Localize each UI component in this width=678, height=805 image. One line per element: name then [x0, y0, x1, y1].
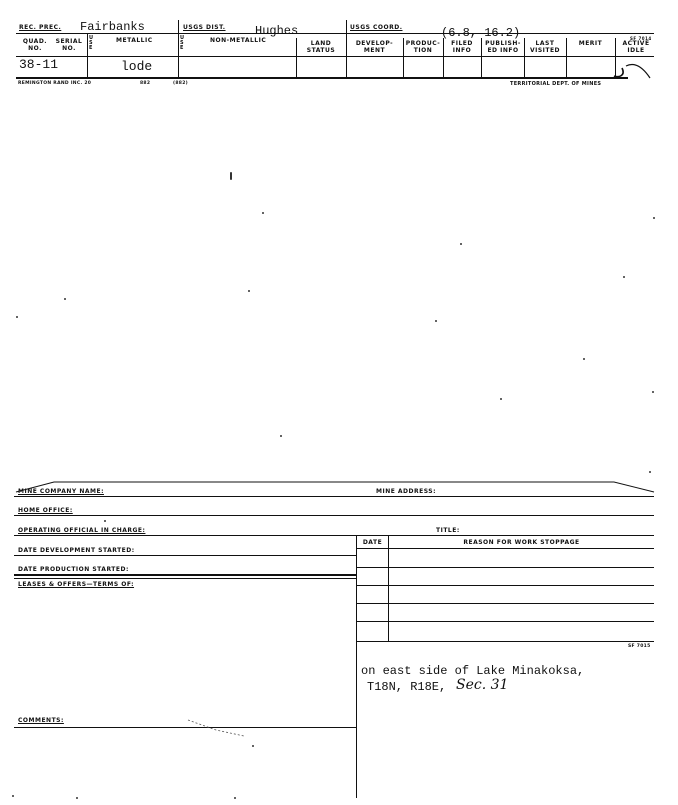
speckle [435, 320, 437, 322]
location-line-1: on east side of Lake Minakoksa, [361, 664, 585, 678]
date-production-label: DATE PRODUCTION STARTED: [18, 566, 129, 573]
col-non-metallic: NON-METALLIC [210, 37, 267, 44]
stoppage-row-line [356, 621, 654, 622]
location-handwritten-section: Sec. 31 [456, 677, 509, 693]
stoppage-row-line [356, 641, 654, 642]
form-code-bottom: SF 7015 [628, 644, 651, 649]
rule-dev-started [14, 555, 356, 556]
rec-prec-label: REC. PREC. [19, 24, 62, 31]
usgs-coord-label: USGS COORD. [350, 24, 403, 31]
location-line-2: T18N, R18E, [367, 680, 447, 694]
mine-company-name-label: MINE COMPANY NAME: [18, 488, 104, 495]
date-column-header: DATE [362, 539, 383, 546]
rule-mine-company [14, 496, 654, 497]
operating-official-label: OPERATING OFFICIAL IN CHARGE: [18, 527, 146, 534]
col-quad-no: QUAD. NO. [22, 38, 48, 52]
stoppage-row-line [356, 603, 654, 604]
col-last-visited: LAST VISITED [529, 40, 561, 54]
usgs-dist-value: Hughes [255, 24, 299, 38]
speckle [104, 520, 106, 522]
usgs-coord-value: (6.8, 16.2) [441, 26, 521, 40]
speckle [652, 391, 654, 393]
top-rule-2 [16, 56, 654, 57]
speckle [649, 471, 651, 473]
rule-prod-started [14, 574, 356, 576]
rule-comments [14, 727, 356, 728]
speckle [583, 358, 585, 360]
speckle [460, 243, 462, 245]
rule-home-office [14, 515, 654, 516]
form-code-top: SF 7014 [630, 36, 652, 41]
col-active-idle: ACTIVE IDLE [622, 40, 650, 54]
speckle [64, 298, 66, 300]
home-office-label: HOME OFFICE: [18, 507, 73, 514]
rule-date-header [356, 548, 654, 549]
top-vrule [178, 20, 179, 77]
footer-code-1: 882 [140, 81, 151, 86]
speckle [262, 212, 264, 214]
col-use-1: U S E [89, 35, 94, 51]
speckle [234, 797, 236, 799]
speckle [623, 276, 625, 278]
top-vrule [481, 38, 482, 77]
rule-leases [14, 578, 356, 579]
stoppage-row-line [356, 585, 654, 586]
top-vrule [296, 38, 297, 77]
card-top-edge [14, 474, 656, 496]
top-vrule [87, 33, 88, 77]
mine-address-label: MINE ADDRESS: [376, 488, 437, 495]
speckle [248, 290, 250, 292]
vrule-date-col [388, 535, 389, 641]
speckle [230, 172, 232, 180]
col-serial-no: SERIAL NO. [55, 38, 83, 52]
comments-label: COMMENTS: [18, 717, 64, 724]
rule-operating [14, 535, 654, 536]
col-merit: MERIT [578, 40, 603, 47]
speckle [16, 316, 18, 318]
top-vrule [443, 38, 444, 77]
col-filed-info: FILED INFO [451, 40, 473, 54]
usgs-dist-label: USGS DIST. [183, 24, 226, 31]
speckle [280, 435, 282, 437]
footer-code-2: (882) [173, 81, 189, 86]
col-development: DEVELOP-MENT [355, 40, 394, 54]
top-vrule [524, 38, 525, 77]
speckle [252, 745, 254, 747]
metallic-value: lode [121, 59, 153, 74]
col-published-info: PUBLISH-ED INFO [485, 40, 521, 54]
speckle [76, 797, 78, 799]
col-land-status: LAND STATUS [306, 40, 336, 54]
stoppage-row-line [356, 567, 654, 568]
top-vrule [403, 38, 404, 77]
col-metallic: METALLIC [116, 37, 153, 44]
leases-offers-label: LEASES & OFFERS—TERMS OF: [18, 581, 135, 588]
quad-no-value: 38-11 [19, 57, 59, 72]
scan-mark [186, 718, 246, 738]
check-mark-icon [612, 60, 654, 82]
footer-right: TERRITORIAL DEPT. OF MINES [510, 81, 602, 87]
speckle [12, 795, 14, 797]
footer-left: REMINGTON RAND INC. 20 [18, 81, 92, 86]
top-vrule [566, 38, 567, 77]
speckle [653, 217, 655, 219]
col-production: PRODUC-TION [405, 40, 441, 54]
title-label: TITLE: [436, 527, 460, 534]
reason-column-header: REASON FOR WORK STOPPAGE [463, 539, 580, 546]
rec-prec-value: Fairbanks [80, 20, 145, 34]
top-rule-3 [16, 77, 628, 79]
vrule-left-divider [356, 535, 357, 798]
top-vrule [346, 20, 347, 77]
col-use-2: U S E [180, 35, 185, 51]
date-development-label: DATE DEVELOPMENT STARTED: [18, 547, 135, 554]
speckle [500, 398, 502, 400]
